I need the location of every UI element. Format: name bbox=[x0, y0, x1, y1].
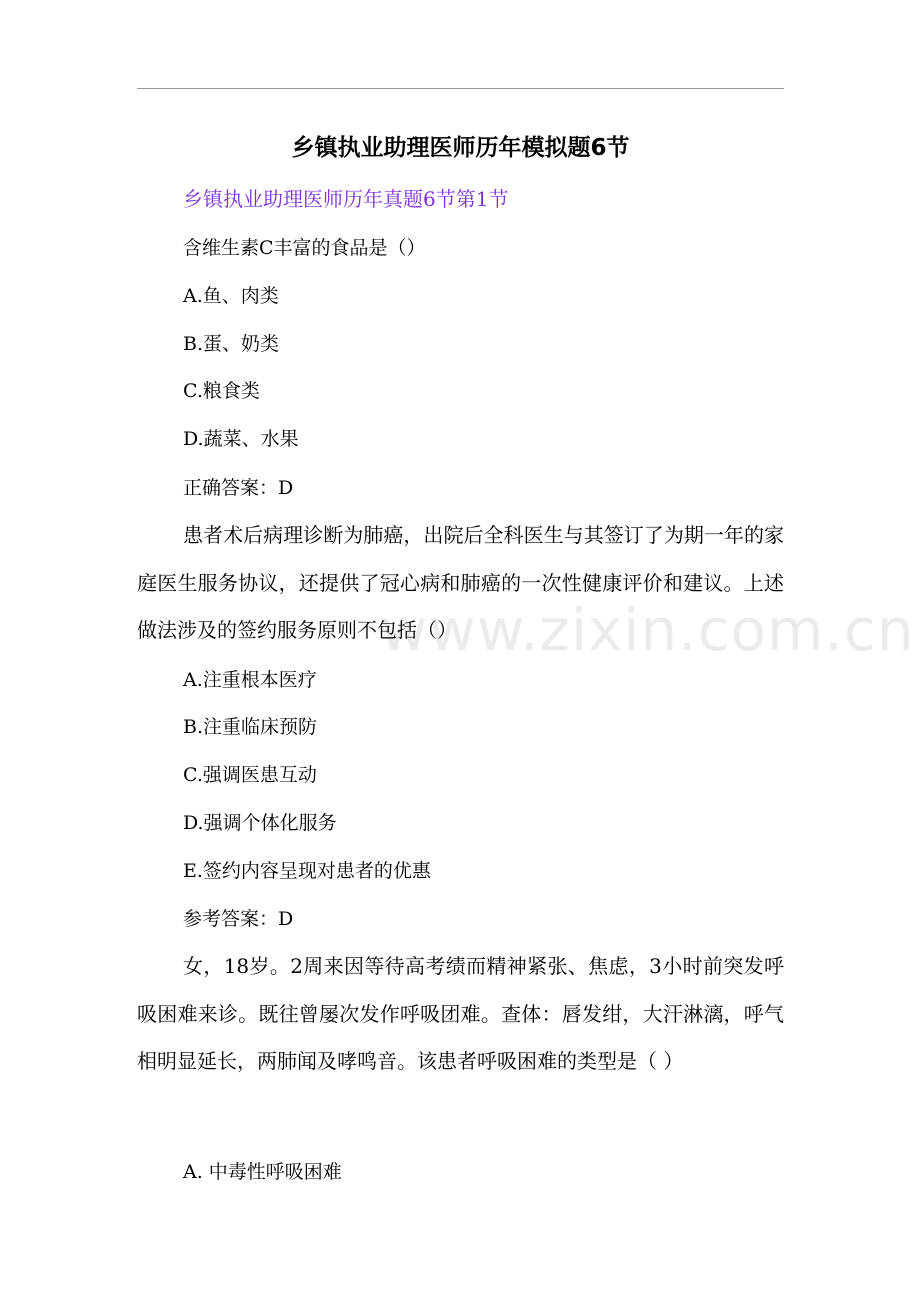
document-title: 乡镇执业助理医师历年模拟题6节 bbox=[291, 135, 630, 161]
watermark: www.zixin.com.cn bbox=[380, 596, 915, 664]
question-2-answer: 参考答案：D bbox=[183, 908, 294, 930]
question-2-option-d: D.强调个体化服务 bbox=[183, 812, 337, 834]
question-1-option-d: D.蔬菜、水果 bbox=[183, 428, 299, 450]
question-1-answer: 正确答案：D bbox=[183, 477, 294, 499]
question-3-stem: 女，18岁。2周来因等待高考绩而精神紧张、焦虑，3小时前突发呼吸困难来诊。既往曾屡次发作呼吸团难。查体：唇发绀，大汗淋漓，呼气相明显延长，两肺闻及哮鸣音。该患者呼吸困难的类型是（ ） bbox=[137, 954, 784, 1073]
question-1-option-b: B.蛋、奶类 bbox=[183, 333, 280, 355]
question-2-stem: 患者术后病理诊断为肺癌，出院后全科医生与其签订了为期一年的家庭医生服务协议，还提供了冠心病和肺癌的一次性健康评价和建议。上述做法涉及的签约服务原则不包括（） bbox=[137, 523, 784, 642]
question-2-option-a: A.注重根本医疗 bbox=[183, 669, 317, 691]
question-2-option-b: B.注重临床预防 bbox=[183, 716, 318, 738]
question-1-option-a: A.鱼、肉类 bbox=[183, 285, 279, 307]
header-rule bbox=[137, 88, 784, 89]
question-2-option-e: E.签约内容呈现对患者的优惠 bbox=[183, 860, 431, 882]
question-2-option-c: C.强调医患互动 bbox=[183, 764, 317, 786]
section-title: 乡镇执业助理医师历年真题6节第1节 bbox=[183, 187, 509, 211]
question-3-option-a: A. 中毒性呼吸困难 bbox=[183, 1161, 342, 1183]
question-1-option-c: C.粮食类 bbox=[183, 380, 260, 402]
question-1-stem: 含维生素C丰富的食品是（） bbox=[183, 237, 426, 259]
